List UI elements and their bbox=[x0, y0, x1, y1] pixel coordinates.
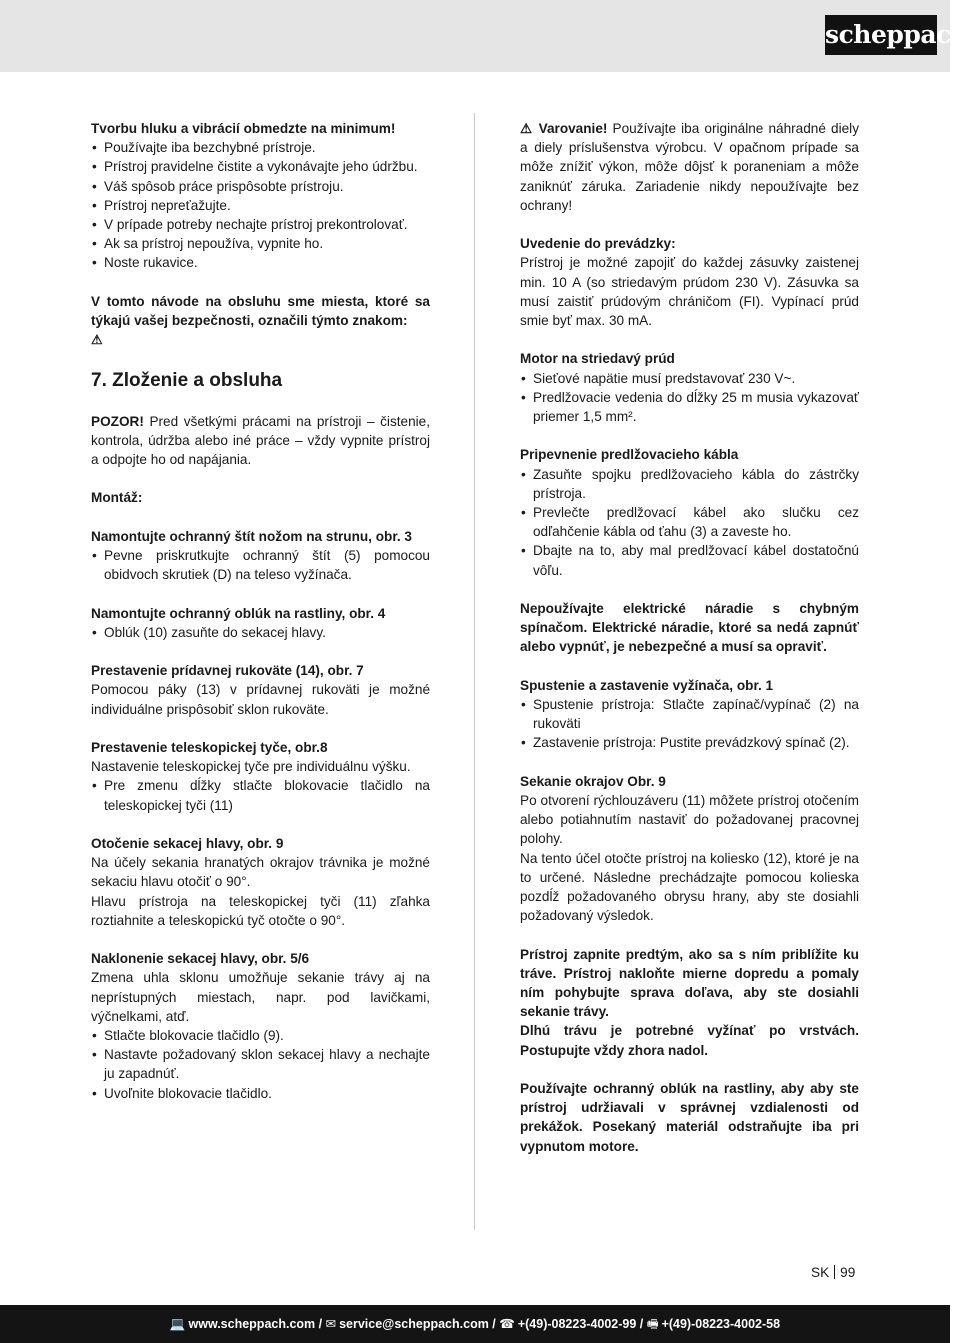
edges-text-1: Po otvorení rýchlouzáveru (11) môžete prístroj otočením alebo potiahnutím nastaviť do požadovanej pracovnej polohy. bbox=[520, 793, 859, 847]
fax-icon: 🖷 bbox=[646, 1317, 659, 1331]
guard-use-section bbox=[520, 1079, 859, 1156]
pozor-text: Pred všetkými prácami na prístroji – čistenie, kontrola, údržba alebo iné práce – vždy vypnite prístroj a odpojte ho od napájania. bbox=[91, 413, 430, 468]
mowing-text-1: Prístroj zapnite predtým, ako sa s ním priblížite ku tráve. Prístroj nakloňte mierne dopredu a pomaly ním pohybujte sprava doľava, aby ste dosiahli sekanie trávy. bbox=[520, 946, 859, 1020]
footer-fax: +(49)-08223-4002-58 bbox=[661, 1317, 781, 1331]
warning-text: Používajte iba originálne náhradné diely a diely príslušenstva výrobcu. V opačnom prípade sa môže znížiť výkon, môže dôjsť k poraneniam a môže zaniknúť záruka. Zariadenie nikdy nepoužívajte bez ochrany! bbox=[520, 121, 859, 213]
cable-section bbox=[520, 445, 859, 579]
list-item: • Prístroj pravidelne čistite a vykonávajte jeho údržbu. bbox=[91, 157, 430, 176]
list-item: • Sieťové napätie musí predstavovať 230 V~. bbox=[520, 369, 859, 388]
startup-heading: Uvedenie do prevádzky: bbox=[520, 236, 676, 252]
handle-section bbox=[91, 661, 430, 719]
mail-icon: ✉ bbox=[325, 1317, 337, 1331]
list-item: • Zastavenie prístroja: Pustite prevádzkový spínač (2). bbox=[520, 733, 859, 752]
noise-list bbox=[91, 138, 430, 272]
list-item: • Pevne priskrutkujte ochranný štít (5) pomocou obidvoch skrutiek (D) na teleso vyžínača. bbox=[91, 546, 430, 584]
guard-heading: Namontujte ochranný oblúk na rastliny, obr. 4 bbox=[91, 605, 386, 621]
guard-use-text: Používajte ochranný oblúk na rastliny, aby aby ste prístroj udržiavali v správnej vzdialenosti od prekážok. Posekaný materiál odstraňujte iba pri vypnutom motore. bbox=[520, 1081, 859, 1154]
list-item: • Nastavte požadovaný sklon sekacej hlavy a nechajte ju zapadnúť. bbox=[91, 1045, 430, 1083]
list-item: • Prístroj nepreťažujte. bbox=[91, 196, 430, 215]
list-item: • Dbajte na to, aby mal predlžovací kábel dostatočnú vôľu. bbox=[520, 541, 859, 579]
guard-section bbox=[91, 604, 430, 642]
edges-section bbox=[520, 772, 859, 926]
column-divider bbox=[474, 113, 475, 1230]
startup-text: Prístroj je možné zapojiť do každej zásuvky zaistenej min. 10 A (so striedavým prúdom 230 V). Zásuvka sa musí zaistiť prúdovým chráničom (FI). Vypínací prúd smie byť max. 30 mA. bbox=[520, 255, 859, 329]
telescope-text: Nastavenie teleskopickej tyče pre individuálnu výšku. bbox=[91, 759, 411, 775]
scheppach-logo: scheppach bbox=[825, 15, 937, 55]
switch-heading: Spustenie a zastavenie vyžínača, obr. 1 bbox=[520, 677, 774, 693]
defective-text: Nepoužívajte elektrické náradie s chybným spínačom. Elektrické náradie, ktoré sa nedá zapnúť alebo vypnúť, je nebezpečné a musí sa opraviť. bbox=[520, 601, 859, 655]
tilt-text: Zmena uhla sklonu umožňuje sekanie trávy aj na neprístupných miestach, napr. pod lavičkami, výčnelkami, atď. bbox=[91, 970, 430, 1024]
defective-switch-warning bbox=[520, 599, 859, 657]
telescope-section bbox=[91, 738, 430, 815]
rotate-section bbox=[91, 834, 430, 930]
page-number bbox=[811, 1265, 855, 1280]
switch-section bbox=[520, 676, 859, 753]
warning-icon: ⚠ bbox=[520, 121, 534, 136]
safety-note-text: V tomto návode na obsluhu sme miesta, ktoré sa týkajú vašej bezpečnosti, označili týmto znakom: bbox=[91, 293, 430, 329]
footer-bar bbox=[0, 1305, 950, 1343]
footer-separator: / bbox=[488, 1317, 500, 1331]
handle-heading: Prestavenie prídavnej rukoväte (14), obr. 7 bbox=[91, 663, 364, 679]
shield-heading: Namontujte ochranný štít nožom na strunu, obr. 3 bbox=[91, 528, 412, 544]
montaz-heading: Montáž: bbox=[91, 490, 143, 506]
pozor-label: POZOR! bbox=[91, 413, 144, 429]
shield-section bbox=[91, 527, 430, 585]
list-item: • Pre zmenu dĺžky stlačte blokovacie tlačidlo na teleskopickej tyči (11) bbox=[91, 776, 430, 814]
list-item: • Váš spôsob práce prispôsobte prístroju. bbox=[91, 177, 430, 196]
warning-label: Varovanie! bbox=[538, 121, 608, 136]
footer-website[interactable]: www.scheppach.com bbox=[188, 1317, 316, 1331]
page-lang: SK bbox=[811, 1265, 830, 1280]
list-item: • Zasuňte spojku predlžovacieho kábla do zástrčky prístroja. bbox=[520, 465, 859, 503]
footer-separator: / bbox=[315, 1317, 326, 1331]
footer-phone: +(49)-08223-4002-99 bbox=[517, 1317, 637, 1331]
mowing-text-2: Dlhú trávu je potrebné vyžínať po vrstvách. Postupujte vždy zhora nadol. bbox=[520, 1023, 859, 1058]
left-column bbox=[91, 119, 430, 1122]
list-item: • Stlačte blokovacie tlačidlo (9). bbox=[91, 1026, 430, 1045]
list-item: • Používajte iba bezchybné prístroje. bbox=[91, 138, 430, 157]
rotate-text-1: Na účely sekania hranatých okrajov trávnika je možné sekaciu hlavu otočiť o 90°. bbox=[91, 855, 430, 890]
footer-email[interactable]: service@scheppach.com bbox=[339, 1317, 489, 1331]
header-bar bbox=[0, 0, 968, 72]
footer-separator: / bbox=[636, 1317, 647, 1331]
pozor-paragraph bbox=[91, 412, 430, 470]
telescope-heading: Prestavenie teleskopickej tyče, obr.8 bbox=[91, 739, 328, 755]
list-item: • Ak sa prístroj nepoužíva, vypnite ho. bbox=[91, 234, 430, 253]
warning-section bbox=[520, 119, 859, 215]
rotate-heading: Otočenie sekacej hlavy, obr. 9 bbox=[91, 835, 284, 851]
tilt-section bbox=[91, 949, 430, 1103]
rotate-text-2: Hlavu prístroja na teleskopickej tyči (11) zľahka roztiahnite a teleskopickú tyč otočte o 90°. bbox=[91, 893, 430, 928]
startup-section bbox=[520, 234, 859, 330]
list-item: • Prevlečte predlžovací kábel ako slučku cez odľahčenie kábla od ťahu (3) a zaveste ho. bbox=[520, 503, 859, 541]
list-item: • Oblúk (10) zasuňte do sekacej hlavy. bbox=[91, 623, 430, 642]
warning-triangle-icon: ⚠ bbox=[91, 332, 103, 348]
edges-heading: Sekanie okrajov Obr. 9 bbox=[520, 773, 666, 789]
motor-section bbox=[520, 349, 859, 426]
mowing-section bbox=[520, 945, 859, 1060]
tilt-heading: Naklonenie sekacej hlavy, obr. 5/6 bbox=[91, 951, 310, 967]
computer-icon: 💻 bbox=[169, 1317, 186, 1331]
list-item: • V prípade potreby nechajte prístroj prekontrolovať. bbox=[91, 215, 430, 234]
motor-heading: Motor na striedavý prúd bbox=[520, 351, 675, 367]
safety-note bbox=[91, 292, 430, 350]
right-column bbox=[520, 119, 859, 1175]
list-item: • Spustenie prístroja: Stlačte zapínač/vypínač (2) na rukoväti bbox=[520, 695, 859, 733]
cable-heading: Pripevnenie predlžovacieho kábla bbox=[520, 447, 739, 463]
page-separator bbox=[834, 1265, 835, 1279]
list-item: • Predlžovacie vedenia do dĺžky 25 m musia vykazovať priemer 1,5 mm². bbox=[520, 388, 859, 426]
handle-text: Pomocou páky (13) v prídavnej rukoväti je možné individuálne prispôsobiť sklon rukoväte. bbox=[91, 682, 430, 717]
phone-icon: ☎ bbox=[499, 1317, 515, 1331]
noise-section bbox=[91, 119, 430, 273]
edges-text-2: Na tento účel otočte prístroj na koliesko (12), ktoré je na to určené. Následne prechádzajte pomocou kolieska pozdĺž požadovaného obrysu hrany, aby ste dosiahli požadovaný výsledok. bbox=[520, 850, 859, 924]
section-title: 7. Zloženie a obsluha bbox=[91, 369, 283, 391]
noise-heading: Tvorbu hluku a vibrácií obmedzte na minimum! bbox=[91, 121, 396, 136]
list-item: • Uvoľnite blokovacie tlačidlo. bbox=[91, 1084, 430, 1103]
list-item: • Noste rukavice. bbox=[91, 253, 430, 272]
page-num: 99 bbox=[840, 1265, 856, 1280]
